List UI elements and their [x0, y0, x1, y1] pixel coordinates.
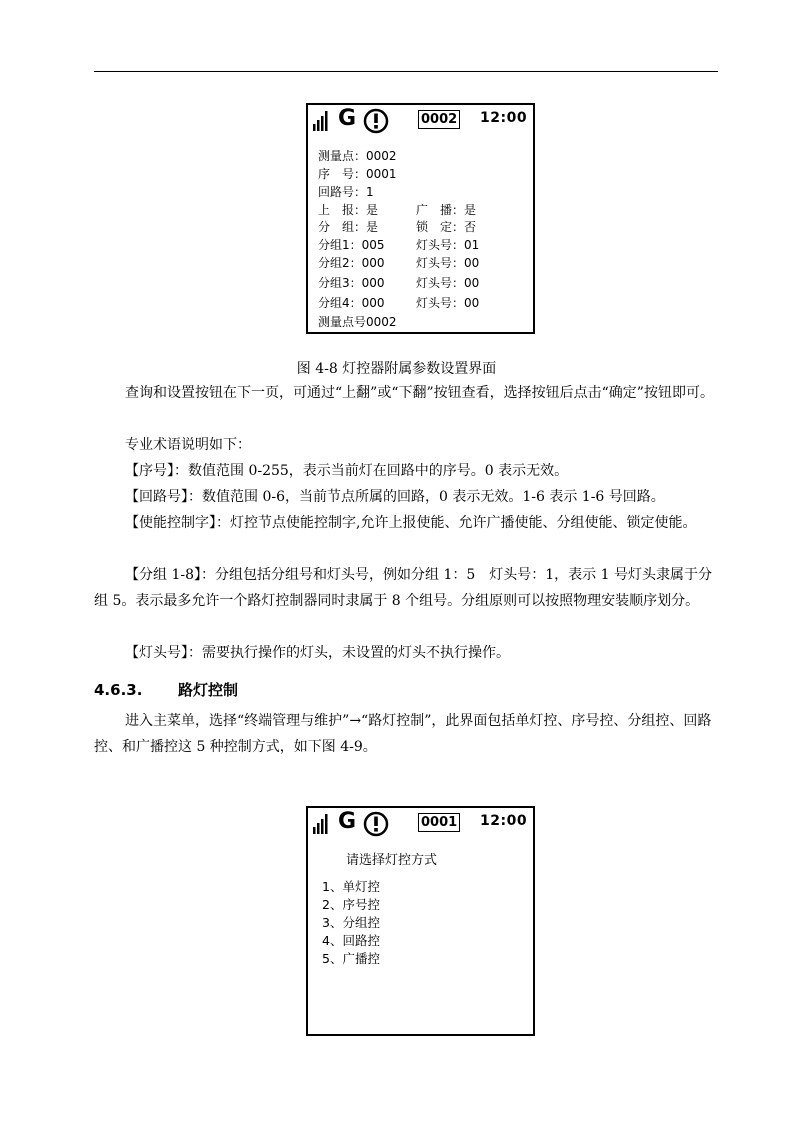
parameter-label: 回路号：1	[318, 185, 374, 199]
figure-caption: 图 4-8 灯控器附属参数设置界面	[296, 361, 497, 377]
parameter-value-right: 灯头号：00	[416, 296, 480, 310]
paragraph-term-group: 【分组 1-8】：分组包括分组号和灯头号，例如分组 1：5 灯头号：1，表示 1 号灯头隶属于分组 5。表示最多允许一个路灯控制器同时隶属于 8 个组号。分组原则可以按照物理安装顺序划分。	[94, 567, 712, 609]
parameter-value-right: 灯头号：00	[416, 276, 480, 290]
parameter-row	[318, 167, 397, 181]
clock-time: 12:00	[480, 110, 528, 126]
paragraph-term-enable: 【使能控制字】：灯控节点使能控制字,允许上报使能、允许广播使能、分组使能、锁定使能。	[125, 515, 697, 531]
parameter-row	[318, 149, 397, 163]
parameter-label: 序 号：0001	[318, 167, 397, 181]
parameter-row	[318, 296, 480, 310]
status-bar	[308, 808, 533, 840]
parameter-row	[318, 203, 477, 217]
measure-point-id: 0001	[418, 813, 460, 832]
measure-point-id: 0002	[418, 110, 460, 129]
parameter-value-right: 广 播：是	[416, 203, 477, 217]
alert-icon	[363, 108, 389, 134]
control-mode-option[interactable]: 5、广播控	[322, 951, 380, 966]
parameter-label: 分组1：005	[318, 238, 385, 252]
device-screen-control-menu	[306, 806, 535, 1036]
header-rule	[94, 71, 718, 72]
parameter-label: 分 组：是	[318, 220, 379, 234]
section-number: 4.6.3.	[94, 681, 143, 699]
paragraph-section-intro: 进入主菜单，选择“终端管理与维护”→“路灯控制”，此界面包括单灯控、序号控、分组控、回路控、和广播控这 5 种控制方式，如下图 4-9。	[94, 713, 712, 755]
parameter-row	[318, 276, 480, 290]
parameter-label: 分组4：000	[318, 296, 385, 310]
parameter-row	[318, 315, 397, 329]
device-screen-parameters	[306, 103, 535, 334]
paragraph-term-index: 【序号】：数值范围 0-255，表示当前灯在回路中的序号。0 表示无效。	[125, 463, 569, 479]
parameter-label: 测量点：0002	[318, 149, 397, 163]
paragraph-term-lamp: 【灯头号】：需要执行操作的灯头，未设置的灯头不执行操作。	[125, 645, 510, 661]
control-mode-option[interactable]: 2、序号控	[322, 897, 380, 912]
parameter-value-right: 锁 定：否	[416, 220, 477, 234]
network-g-icon: G	[338, 809, 357, 834]
signal-strength-icon	[313, 109, 331, 131]
paragraph-terms-intro: 专业术语说明如下：	[125, 437, 251, 453]
parameter-value-right: 灯头号：00	[416, 256, 480, 270]
signal-strength-icon	[313, 812, 331, 834]
paragraph-term-loop: 【回路号】：数值范围 0-6，当前节点所属的回路，0 表示无效。1-6 表示 1-6 号回路。	[125, 489, 665, 505]
paragraph-buttons: 查询和设置按钮在下一页，可通过“上翻”或“下翻”按钮查看，选择按钮后点击“确定”按钮即可。	[125, 385, 714, 401]
parameter-row	[318, 256, 480, 270]
control-mode-option[interactable]: 1、单灯控	[322, 879, 380, 894]
alert-icon	[363, 811, 389, 837]
parameter-row	[318, 185, 374, 199]
parameter-label: 测量点号0002	[318, 315, 397, 329]
parameter-value-right: 灯头号：01	[416, 238, 480, 252]
parameter-label: 分组2：000	[318, 256, 385, 270]
parameter-label: 分组3：000	[318, 276, 385, 290]
clock-time: 12:00	[480, 813, 528, 829]
menu-title: 请选择灯控方式	[346, 853, 438, 868]
status-bar	[308, 105, 533, 137]
parameter-row	[318, 220, 477, 234]
network-g-icon: G	[338, 106, 357, 131]
control-mode-option[interactable]: 3、分组控	[322, 915, 380, 930]
control-mode-option[interactable]: 4、回路控	[322, 933, 380, 948]
parameter-label: 上 报：是	[318, 203, 379, 217]
section-heading	[94, 679, 238, 700]
parameter-row	[318, 238, 480, 252]
section-title: 路灯控制	[178, 681, 239, 699]
